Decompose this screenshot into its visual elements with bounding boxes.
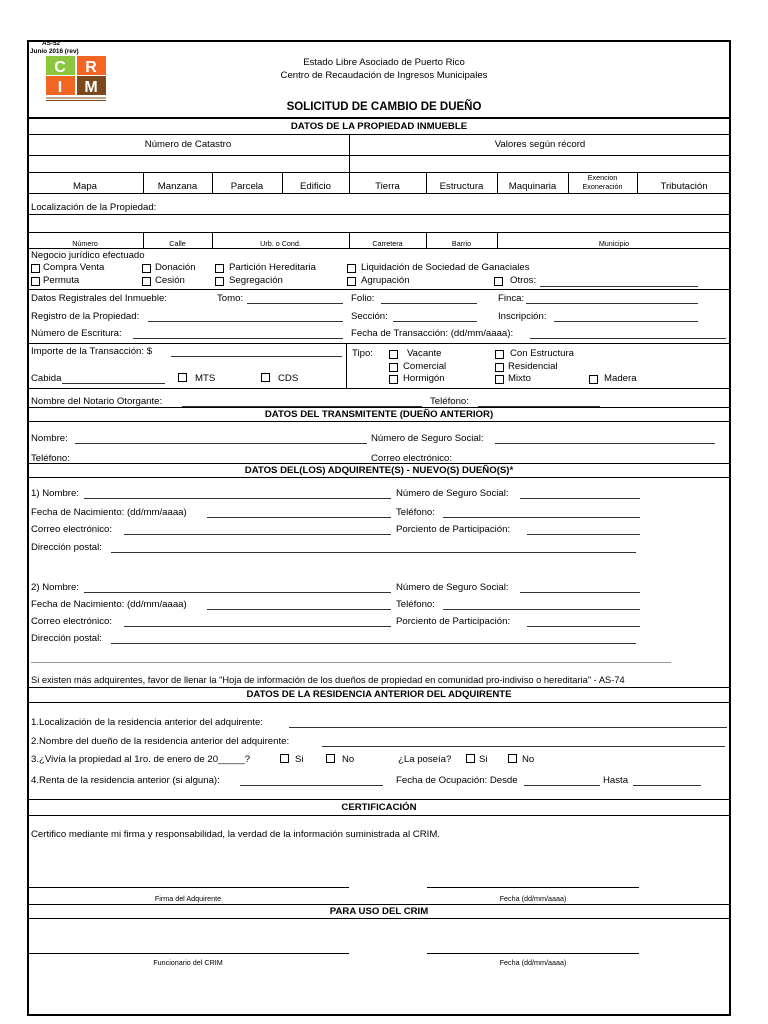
col-manzana: Manzana — [157, 181, 198, 192]
loc-barrio: Barrio — [451, 239, 472, 248]
label-ocupacion: Fecha de Ocupación: Desde — [396, 775, 518, 786]
registro-field[interactable] — [148, 321, 343, 322]
adq1-nacimiento-field[interactable] — [207, 517, 391, 518]
label-poseia: ¿La poseía? — [398, 754, 452, 765]
adq1-nombre-field[interactable] — [84, 498, 391, 499]
col-edificio: Edificio — [300, 181, 331, 192]
label-transmitente-ss: Número de Seguro Social: — [371, 433, 484, 444]
seccion-field[interactable] — [393, 321, 477, 322]
opt-cds: CDS — [278, 373, 299, 384]
adquirentes-nota: Si existen más adquirentes, favor de llenar la "Hoja de información de los dueños de propiedad en comunidad pro-indiviso o hereditaria" - AS-74 — [31, 675, 625, 685]
label-notario-telefono: Teléfono: — [430, 396, 469, 407]
checkbox-vivia-no[interactable] — [326, 754, 335, 763]
checkbox-liquidacion[interactable] — [347, 264, 356, 273]
opt-mts: MTS — [195, 373, 216, 384]
adq2-direccion-field[interactable] — [111, 643, 636, 644]
adq2-correo-field[interactable] — [124, 626, 391, 627]
label-adq2-telefono: Teléfono: — [396, 599, 435, 610]
checkbox-poseia-si[interactable] — [466, 754, 475, 763]
checkbox-vacante[interactable] — [389, 350, 398, 359]
checkbox-poseia-no[interactable] — [508, 754, 517, 763]
label-adq1-direccion: Dirección postal: — [31, 542, 102, 553]
opt-comercial: Comercial — [403, 361, 447, 372]
opt-permuta: Permuta — [43, 275, 80, 286]
firma-adquirente-line[interactable] — [27, 887, 349, 888]
label-escritura: Número de Escritura: — [31, 328, 122, 339]
checkbox-madera[interactable] — [589, 375, 598, 384]
adq2-ss-field[interactable] — [520, 592, 640, 593]
opt-particion: Partición Hereditaria — [229, 262, 316, 273]
otros-field[interactable] — [540, 286, 698, 287]
label-transmitente-nombre: Nombre: — [31, 433, 68, 444]
funcionario-line[interactable] — [27, 953, 349, 954]
opt-hormigon: Hormigón — [403, 373, 445, 384]
label-registrales: Datos Registrales del Inmueble: — [31, 293, 167, 304]
label-inscripcion: Inscripción: — [498, 311, 547, 322]
label-residencia-q4: 4.Renta de la residencia anterior (si alguna): — [31, 775, 220, 786]
form-revision: Junio 2016 (rev) — [30, 48, 79, 55]
residencia-q2-field[interactable] — [322, 746, 725, 747]
checkbox-donacion[interactable] — [142, 264, 151, 273]
checkbox-hormigon[interactable] — [389, 375, 398, 384]
col-estructura: Estructura — [439, 181, 484, 192]
loc-calle: Calle — [169, 239, 186, 248]
label-notario: Nombre del Notario Otorgante: — [31, 396, 163, 407]
adq2-nacimiento-field[interactable] — [207, 609, 391, 610]
checkbox-segregacion[interactable] — [215, 277, 224, 286]
fecha-crim-line[interactable] — [427, 953, 639, 954]
label-adq1-porciento: Porciento de Participación: — [396, 524, 511, 535]
label-adq1-correo: Correo electrónico: — [31, 524, 113, 535]
section-propiedad: DATOS DE LA PROPIEDAD INMUEBLE — [290, 121, 468, 132]
label-adq1-nacimiento: Fecha de Nacimiento: (dd/mm/aaaa) — [31, 507, 187, 518]
renta-field[interactable] — [240, 785, 383, 786]
adq2-porciento-field[interactable] — [527, 626, 640, 627]
checkbox-vivia-si[interactable] — [280, 754, 289, 763]
section-uso-crim: PARA USO DEL CRIM — [329, 906, 429, 917]
checkbox-compra-venta[interactable] — [31, 264, 40, 273]
opt-segregacion: Segregación — [229, 275, 283, 286]
label-registro: Registro de la Propiedad: — [31, 311, 140, 322]
form-title: SOLICITUD DE CAMBIO DE DUEÑO — [286, 101, 482, 113]
adq2-telefono-field[interactable] — [443, 609, 640, 610]
opt-vivia-no: No — [342, 754, 355, 765]
label-residencia-q2: 2.Nombre del dueño de la residencia anterior del adquirente: — [31, 736, 290, 747]
label-residencia-q3: 3.¿Vivía la propiedad al 1ro. de enero de 20_____? — [31, 754, 251, 765]
svg-text:R: R — [85, 59, 97, 76]
svg-text:I: I — [57, 79, 63, 96]
label-adq1-telefono: Teléfono: — [396, 507, 435, 518]
ocupacion-hasta-field[interactable] — [633, 785, 701, 786]
opt-liquidacion: Liquidación de Sociedad de Ganaciales — [361, 262, 530, 273]
label-negocio: Negocio jurídico efectuado — [31, 250, 145, 261]
svg-text:M: M — [84, 79, 98, 96]
section-adquirentes: DATOS DEL(LOS) ADQUIRENTE(S) - NUEVO(S) DUEÑO(S)* — [244, 465, 514, 476]
checkbox-otros[interactable] — [494, 277, 503, 286]
transmitente-ss-field[interactable] — [495, 443, 715, 444]
ocupacion-desde-field[interactable] — [524, 785, 600, 786]
opt-residencial: Residencial — [508, 361, 558, 372]
label-fecha-firma: Fecha (dd/mm/aaaa) — [499, 894, 567, 903]
fecha-firma-line[interactable] — [427, 887, 639, 888]
escritura-field[interactable] — [133, 338, 343, 339]
adq1-ss-field[interactable] — [520, 498, 640, 499]
label-residencia-q1: 1.Localización de la residencia anterior del adquirente: — [31, 717, 263, 728]
opt-vacante: Vacante — [407, 348, 442, 359]
label-localizacion: Localización de la Propiedad: — [31, 202, 157, 213]
label-fecha-crim: Fecha (dd/mm/aaaa) — [499, 958, 567, 967]
label-adq2-correo: Correo electrónico: — [31, 616, 113, 627]
opt-cesion: Cesión — [155, 275, 185, 286]
opt-poseia-si: Si — [479, 754, 488, 765]
label-hasta: Hasta — [603, 775, 629, 786]
loc-municipio: Municipio — [598, 239, 630, 248]
checkbox-permuta[interactable] — [31, 277, 40, 286]
inscripcion-field[interactable] — [554, 321, 698, 322]
label-adq2-ss: Número de Seguro Social: — [396, 582, 509, 593]
label-valores: Valores según récord — [494, 139, 586, 150]
checkbox-agrupacion[interactable] — [347, 277, 356, 286]
col-mapa: Mapa — [73, 181, 97, 192]
col-tributacion: Tributación — [660, 181, 708, 192]
checkbox-cesion[interactable] — [142, 277, 151, 286]
label-adq1-nombre: 1) Nombre: — [31, 488, 79, 499]
adq1-correo-field[interactable] — [124, 534, 391, 535]
opt-agrupacion: Agrupación — [361, 275, 410, 286]
col-tierra: Tierra — [375, 181, 400, 192]
checkbox-mixto[interactable] — [495, 375, 504, 384]
adq1-porciento-field[interactable] — [527, 534, 640, 535]
checkbox-mts[interactable] — [178, 373, 187, 382]
adq1-direccion-field[interactable] — [111, 552, 636, 553]
label-adq2-direccion: Dirección postal: — [31, 633, 102, 644]
opt-mixto: Mixto — [508, 373, 531, 384]
opt-otros: Otros: — [510, 275, 537, 286]
adq2-nombre-field[interactable] — [84, 592, 391, 593]
col-parcela: Parcela — [230, 181, 264, 192]
opt-con-estructura: Con Estructura — [510, 348, 574, 359]
label-importe: Importe de la Transacción: $ — [31, 346, 153, 357]
opt-vivia-si: Si — [295, 754, 304, 765]
checkbox-con-estructura[interactable] — [495, 350, 504, 359]
folio-field[interactable] — [381, 303, 477, 304]
opt-madera: Madera — [604, 373, 637, 384]
label-catastro: Número de Catastro — [144, 139, 232, 150]
label-firma-adquirente: Firma del Adquirente — [154, 894, 222, 903]
label-adq2-nacimiento: Fecha de Nacimiento: (dd/mm/aaaa) — [31, 599, 187, 610]
opt-donacion: Donación — [155, 262, 196, 273]
label-cabida: Cabida — [31, 373, 62, 384]
col-maquinaria: Maquinaria — [508, 181, 557, 192]
importe-field[interactable] — [171, 356, 342, 357]
header-line-1: Estado Libre Asociado de Puerto Rico — [303, 57, 465, 68]
label-transmitente-correo: Correo electrónico: — [371, 453, 453, 464]
col-exencion: Exencion — [587, 173, 618, 182]
fecha-transaccion-field[interactable] — [530, 338, 726, 339]
finca-field[interactable] — [526, 303, 698, 304]
checkbox-cds[interactable] — [261, 373, 270, 382]
loc-numero: Número — [72, 239, 98, 248]
opt-poseia-no: No — [522, 754, 535, 765]
section-residencia: DATOS DE LA RESIDENCIA ANTERIOR DEL ADQUIRENTE — [246, 689, 512, 700]
adq1-telefono-field[interactable] — [443, 517, 640, 518]
label-folio: Folio: — [351, 293, 375, 304]
form-code: AS-52 — [42, 40, 61, 47]
label-funcionario: Funcionario del CRIM — [153, 958, 223, 967]
label-adq2-porciento: Porciento de Participación: — [396, 616, 511, 627]
section-certificacion: CERTIFICACIÓN — [341, 802, 417, 813]
checkbox-residencial[interactable] — [495, 363, 504, 372]
loc-urb: Urb. o Cond. — [260, 239, 301, 248]
label-tomo: Tomo: — [217, 293, 244, 304]
label-fecha-transaccion: Fecha de Transacción: (dd/mm/aaaa): — [351, 328, 514, 339]
transmitente-nombre-field[interactable] — [75, 443, 367, 444]
label-transmitente-telefono: Teléfono: — [31, 453, 70, 464]
checkbox-comercial[interactable] — [389, 363, 398, 372]
label-seccion: Sección: — [351, 311, 388, 322]
svg-text:C: C — [54, 59, 66, 76]
crim-logo — [44, 56, 110, 102]
label-finca: Finca: — [498, 293, 525, 304]
header-line-2: Centro de Recaudación de Ingresos Municipales — [280, 70, 488, 81]
residencia-q1-field[interactable] — [289, 727, 727, 728]
label-adq2-nombre: 2) Nombre: — [31, 582, 79, 593]
checkbox-particion[interactable] — [215, 264, 224, 273]
col-exoneracion: Exoneración — [582, 182, 623, 191]
label-tipo: Tipo: — [352, 348, 373, 359]
cabida-field[interactable] — [62, 383, 165, 384]
loc-carretera: Carretera — [372, 239, 403, 248]
certificacion-texto: Certifico mediante mi firma y responsabilidad, la verdad de la información suministrada al CRIM. — [31, 829, 440, 840]
section-transmitente: DATOS DEL TRANSMITENTE (DUEÑO ANTERIOR) — [264, 409, 494, 420]
opt-compra-venta: Compra Venta — [43, 262, 105, 273]
adquirentes-divider — [31, 662, 671, 663]
label-adq1-ss: Número de Seguro Social: — [396, 488, 509, 499]
tomo-field[interactable] — [247, 303, 343, 304]
